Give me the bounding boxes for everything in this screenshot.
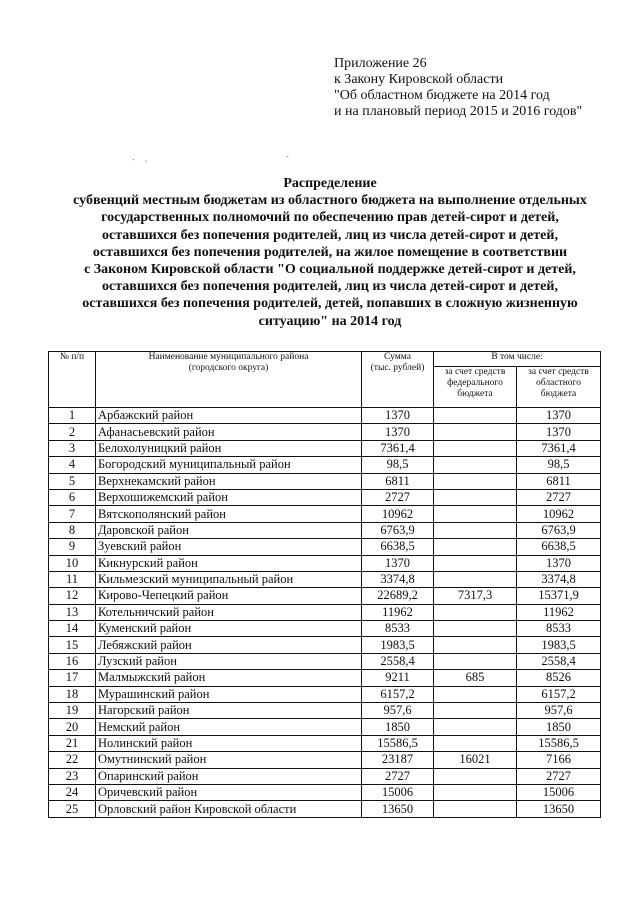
table-row [49,735,601,751]
sum-value: 1370 [362,424,434,440]
regional-value: 15006 [517,784,601,800]
district-name: Вятскополянский район [96,506,362,522]
scan-mark: ˏ [132,150,136,161]
regional-value: 1983,5 [517,637,601,653]
federal-value [434,408,517,424]
sum-value: 15586,5 [362,735,434,751]
table-row [49,621,601,637]
row-number: 12 [49,588,96,604]
federal-value [434,489,517,505]
regional-value: 2727 [517,489,601,505]
row-number: 5 [49,473,96,489]
federal-value [434,424,517,440]
row-number: 17 [49,670,96,686]
federal-value [434,637,517,653]
district-name: Куменский район [96,621,362,637]
regional-value: 8526 [517,670,601,686]
sum-value: 6811 [362,473,434,489]
district-name: Опаринский район [96,768,362,784]
table-row [49,670,601,686]
district-name: Богородский муниципальный район [96,457,362,473]
appendix-line: к Закону Кировской области [334,72,504,87]
sum-value: 22689,2 [362,588,434,604]
title-line: оставшихся без попечения родителей, лиц из числа детей-сирот и детей, [102,279,558,295]
row-number: 25 [49,801,96,817]
document-title [40,175,620,330]
district-name: Арбажский район [96,408,362,424]
row-number: 8 [49,522,96,538]
sum-value: 957,6 [362,703,434,719]
sum-value: 11962 [362,604,434,620]
federal-value [434,735,517,751]
title-line: государственных полномочий по обеспечению прав детей-сирот и детей, [101,210,559,226]
regional-value: 15371,9 [517,588,601,604]
federal-value [434,719,517,735]
header-sum: Сумма (тыс. рублей) [362,352,434,408]
sum-value: 13650 [362,801,434,817]
federal-value [434,686,517,702]
title-line: оставшихся без попечения родителей, лиц из числа детей-сирот и детей, [102,227,558,243]
regional-value: 1370 [517,424,601,440]
row-number: 11 [49,571,96,587]
table-row [49,522,601,538]
table-row [49,768,601,784]
federal-value [434,653,517,669]
table-row [49,604,601,620]
district-name: Даровской район [96,522,362,538]
row-number: 2 [49,424,96,440]
federal-value [434,784,517,800]
district-name: Кильмезский муниципальный район [96,571,362,587]
subsidy-table [48,351,601,818]
federal-value [434,768,517,784]
federal-value [434,506,517,522]
sum-value: 1850 [362,719,434,735]
row-number: 16 [49,653,96,669]
row-number: 1 [49,408,96,424]
sum-value: 6638,5 [362,539,434,555]
regional-value: 1850 [517,719,601,735]
federal-value [434,473,517,489]
federal-value [434,621,517,637]
sum-value: 2727 [362,768,434,784]
sum-value: 2558,4 [362,653,434,669]
table-row [49,489,601,505]
header-name: Наименование муниципального района (городского округа) [96,352,362,408]
federal-value [434,440,517,456]
row-number: 18 [49,686,96,702]
district-name: Кикнурский район [96,555,362,571]
table-row [49,703,601,719]
regional-value: 7361,4 [517,440,601,456]
table-row [49,457,601,473]
appendix-line: "Об областном бюджете на 2014 год [334,88,550,103]
title-line: ситуацию" на 2014 год [258,313,402,329]
sum-value: 8533 [362,621,434,637]
row-number: 22 [49,752,96,768]
regional-value: 98,5 [517,457,601,473]
federal-value: 16021 [434,752,517,768]
district-name: Зуевский район [96,539,362,555]
district-name: Верхошижемский район [96,489,362,505]
title-line: с Законом Кировской области "О социальной поддержке детей-сирот и детей, [84,262,576,278]
district-name: Омутнинский район [96,752,362,768]
table-row [49,473,601,489]
table-row [49,784,601,800]
sum-value: 23187 [362,752,434,768]
regional-value: 7166 [517,752,601,768]
regional-value: 2558,4 [517,653,601,669]
district-name: Немский район [96,719,362,735]
row-number: 7 [49,506,96,522]
federal-value [434,539,517,555]
district-name: Оричевский район [96,784,362,800]
sum-value: 3374,8 [362,571,434,587]
district-name: Котельничский район [96,604,362,620]
scan-mark: ˏ [286,147,290,158]
sum-value: 1983,5 [362,637,434,653]
sum-value: 1370 [362,555,434,571]
header-federal: за счет средств федерального бюджета [434,367,517,408]
appendix-line: Приложение 26 [334,56,427,71]
row-number: 14 [49,621,96,637]
regional-value: 6638,5 [517,539,601,555]
regional-value: 957,6 [517,703,601,719]
federal-value [434,555,517,571]
sum-value: 98,5 [362,457,434,473]
row-number: 10 [49,555,96,571]
federal-value [434,703,517,719]
title-line: субвенций местным бюджетам из областного бюджета на выполнение отдельных [73,193,587,209]
table-body [49,408,601,818]
title-line: оставшихся без попечения родителей, на жилое помещение в соответствии [92,244,568,260]
regional-value: 8533 [517,621,601,637]
district-name: Белохолуницкий район [96,440,362,456]
table-row [49,752,601,768]
title-line: оставшихся без попечения родителей, детей, попавших в сложную жизненную [82,296,578,312]
federal-value: 7317,3 [434,588,517,604]
regional-value: 1370 [517,408,601,424]
regional-value: 13650 [517,801,601,817]
sum-value: 1370 [362,408,434,424]
district-name: Орловский район Кировской области [96,801,362,817]
district-name: Лебяжский район [96,637,362,653]
regional-value: 2727 [517,768,601,784]
title-line: Распределение [283,176,377,191]
federal-value [434,571,517,587]
scan-mark: ˊ [144,160,148,171]
row-number: 13 [49,604,96,620]
row-number: 21 [49,735,96,751]
table-row [49,506,601,522]
row-number: 19 [49,703,96,719]
table-row [49,408,601,424]
row-number: 3 [49,440,96,456]
district-name: Афанасьевский район [96,424,362,440]
sum-value: 2727 [362,489,434,505]
regional-value: 6763,9 [517,522,601,538]
row-number: 20 [49,719,96,735]
regional-value: 11962 [517,604,601,620]
regional-value: 6157,2 [517,686,601,702]
table-row [49,424,601,440]
regional-value: 1370 [517,555,601,571]
federal-value [434,522,517,538]
appendix-header [334,56,582,120]
sum-value: 10962 [362,506,434,522]
sum-value: 15006 [362,784,434,800]
federal-value [434,801,517,817]
federal-value [434,604,517,620]
table-row [49,686,601,702]
sum-value: 7361,4 [362,440,434,456]
row-number: 9 [49,539,96,555]
table-row [49,588,601,604]
header-num: № п/п [49,352,96,408]
appendix-line: и на плановый период 2015 и 2016 годов" [334,104,583,119]
district-name: Мурашинский район [96,686,362,702]
federal-value [434,457,517,473]
header-regional: за счет средств областного бюджета [517,367,601,408]
header-including: В том числе: [434,352,601,367]
sum-value: 6157,2 [362,686,434,702]
table-row [49,571,601,587]
row-number: 23 [49,768,96,784]
district-name: Нолинский район [96,735,362,751]
table-row [49,653,601,669]
sum-value: 9211 [362,670,434,686]
district-name: Малмыжский район [96,670,362,686]
row-number: 4 [49,457,96,473]
row-number: 15 [49,637,96,653]
district-name: Верхнекамский район [96,473,362,489]
table-row [49,719,601,735]
table-row [49,637,601,653]
regional-value: 15586,5 [517,735,601,751]
district-name: Кирово-Чепецкий район [96,588,362,604]
regional-value: 3374,8 [517,571,601,587]
table-row [49,539,601,555]
district-name: Нагорский район [96,703,362,719]
table-row [49,801,601,817]
sum-value: 6763,9 [362,522,434,538]
table-row [49,440,601,456]
regional-value: 6811 [517,473,601,489]
federal-value: 685 [434,670,517,686]
district-name: Лузский район [96,653,362,669]
row-number: 6 [49,489,96,505]
row-number: 24 [49,784,96,800]
regional-value: 10962 [517,506,601,522]
table-row [49,555,601,571]
